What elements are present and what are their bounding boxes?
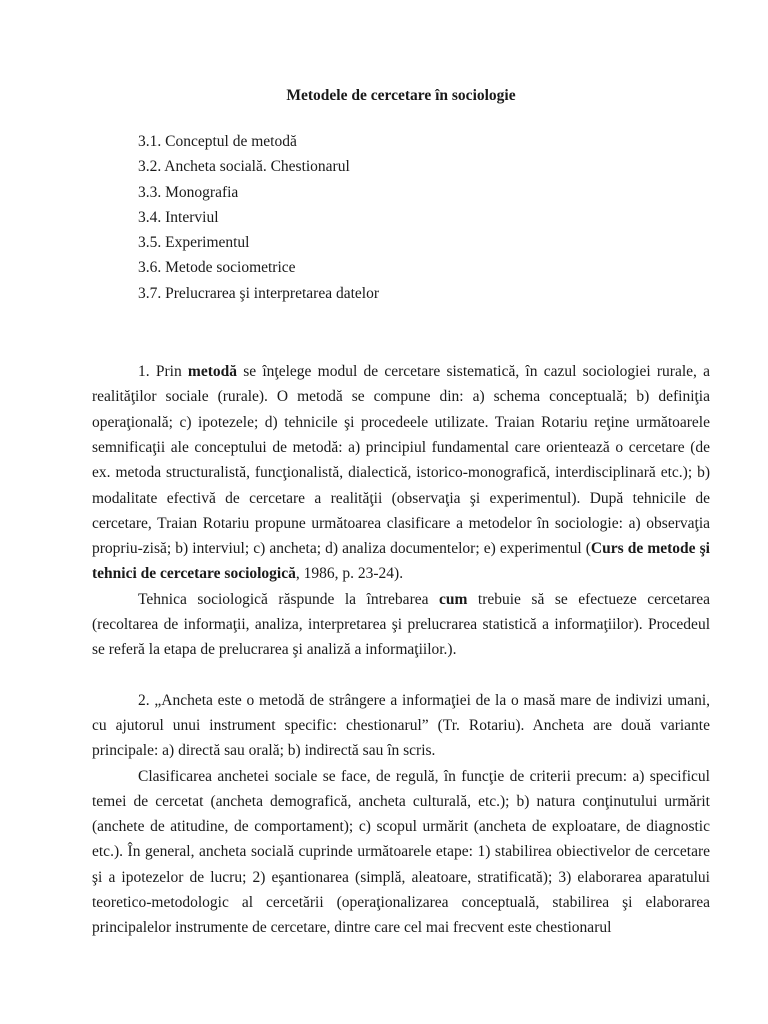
paragraph-survey-classification: Clasificarea anchetei sociale se face, de regulă, în funcţie de criterii precum: a) specificul temei de cercetat (ancheta demografică, ancheta culturală, etc.); b) natura conţinutului urmărit (anchete de atitudine, de comportament); c) scopul urmărit (ancheta de exploatare, de diagnostic etc.). În general, ancheta socială cuprinde următoarele etape: 1) stabilirea obiectivelor de cercetare şi a ipotezelor de lucru; 2) eşantionarea (simplă, aleatoare, stratificată); 3) elaborarea aparatului teoretico-metodologic al cercetării (operaţionalizarea conceptuală, stabilirea şi elaborarea principalelor instrumente de cercetare, dintre care cel mai frecvent este chestionarul	[92, 767, 710, 937]
p2-text-c: trebuie să se efectueze cercetarea (recoltarea de informaţii, analiza, interpretarea şi prelucrarea statistică a informaţiilor). Procedeul se referă la etapa de prelucrarea şi analiză a informaţiilor.).	[92, 590, 711, 659]
p2-bold-cum: cum	[438, 590, 468, 608]
p1-bold-course-title: Curs de metode şi tehnici de cercetare sociologică	[92, 540, 710, 583]
toc-item-3-6: 3.6. Metode sociometrice	[138, 259, 296, 277]
paragraph-method-definition	[92, 359, 710, 587]
toc-item-3-4: 3.4. Interviul	[138, 208, 219, 226]
toc-item-3-1: 3.1. Conceptul de metodă	[138, 133, 297, 150]
p2-text-a: Tehnica sociologică răspunde la întrebarea	[138, 590, 439, 608]
table-of-contents	[92, 129, 710, 306]
toc-item-3-2: 3.2. Ancheta socială. Chestionarul	[138, 158, 350, 176]
p1-text-c: se înţelege modul de cercetare sistematică, în cazul sociologiei rurale, a realităţilor sociale (rurale). O metodă se compune din: a) schema conceptuală; b) definiţia operaţională; c) ipotezele; d) tehnicile şi procedeele utilizate. Traian Rotariu reţine următoarele semnificaţii ale conceptului de metodă: a) principiul fundamental care orientează o cercetare (de ex. metoda structuralistă, funcţionalistă, dialectică, istorico-monografică, interdisciplinară etc.); b) modalitate efectivă de cercetare a realităţii (observaţia şi experimentul). După tehnicile de cercetare, Traian Rotariu propune următoarea clasificare a metodelor în sociologie: a) observaţia propriu-zisă; b) interviul; c) ancheta; d) analiza documentelor; e) experimentul (	[92, 363, 710, 558]
document-title: Metodele de cercetare în sociologie	[286, 87, 516, 104]
paragraph-survey-definition: 2. „Ancheta este o metodă de strângere a informaţiei de la o masă mare de indivizi umani, cu ajutorul unui instrument specific: chestionarul” (Tr. Rotariu). Ancheta are două variante principale: a) directă sau orală; b) indirectă sau în scris.	[92, 691, 710, 760]
toc-item-3-7: 3.7. Prelucrarea şi interpretarea datelor	[138, 284, 379, 302]
paragraph-sociological-technique	[92, 587, 710, 663]
p1-text-a: 1. Prin	[138, 363, 188, 381]
p1-bold-metoda: metodă	[187, 363, 237, 381]
p1-text-e: , 1986, p. 23-24).	[295, 565, 404, 583]
toc-item-3-5: 3.5. Experimentul	[138, 234, 250, 252]
toc-item-3-3: 3.3. Monografia	[138, 183, 239, 201]
